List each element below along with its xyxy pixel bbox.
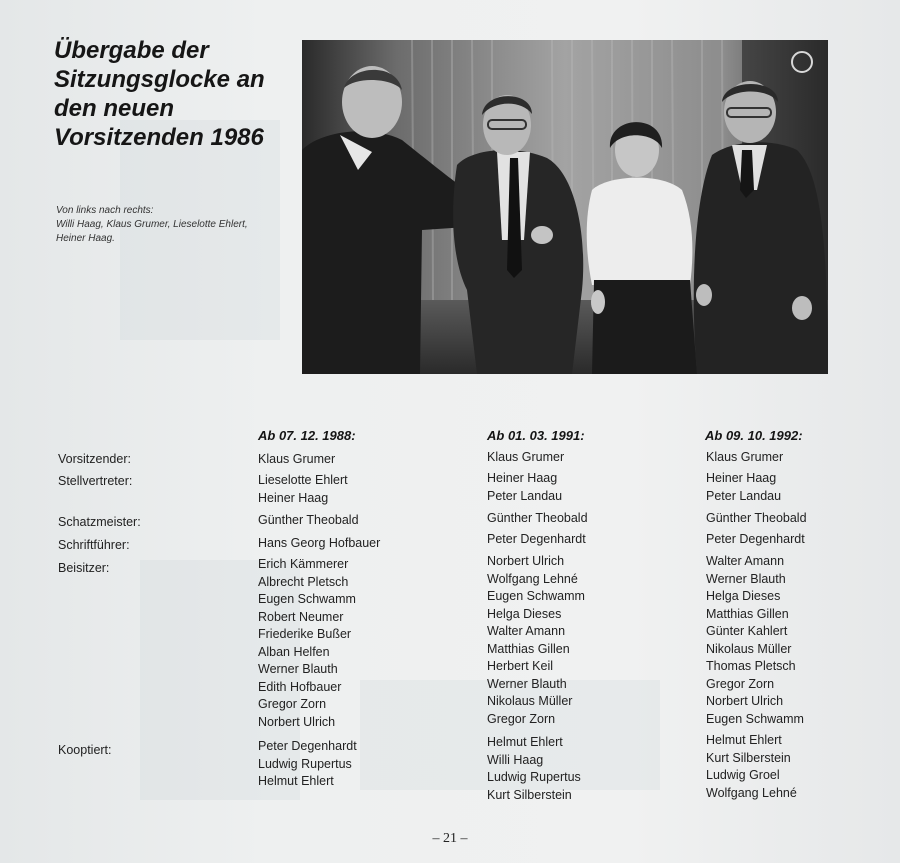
headline-line: den neuen xyxy=(54,95,175,122)
c2-schriftfuehrer xyxy=(487,531,586,549)
caption-line: Heiner Haag. xyxy=(56,233,115,244)
member-name: Friederike Bußer xyxy=(258,627,352,641)
member-name: Nikolaus Müller xyxy=(706,641,792,656)
member-name: Werner Blauth xyxy=(487,676,567,691)
member-name: Albrecht Pletsch xyxy=(258,574,349,589)
member-name: Matthias Gillen xyxy=(706,606,789,621)
headline xyxy=(54,36,294,152)
headline-line: Übergabe der xyxy=(54,37,209,64)
member-name: Peter Landau xyxy=(706,488,782,503)
group-photo xyxy=(302,40,828,374)
member-name: Alban Helfen xyxy=(258,644,330,659)
role-label: Schatzmeister: xyxy=(58,515,141,529)
c3-schriftfuehrer xyxy=(706,531,805,549)
c1-vorsitzender xyxy=(258,451,335,469)
role-label: Vorsitzender: xyxy=(58,452,131,466)
c2-kooptiert xyxy=(487,734,581,804)
c2-stellvertreter xyxy=(487,470,562,505)
member-name: Klaus Grumer xyxy=(487,450,565,464)
headline-line: Vorsitzenden 1986 xyxy=(54,124,264,151)
c3-stellvertreter xyxy=(706,470,781,505)
c3-schatzmeister xyxy=(706,510,807,528)
c3-vorsitzender xyxy=(706,449,783,467)
caption-line: Von links nach rechts: xyxy=(56,205,154,216)
member-name: Gregor Zorn xyxy=(487,711,556,726)
member-name: Eugen Schwamm xyxy=(258,592,356,606)
column-heading: Ab 07. 12. 1988: xyxy=(258,428,356,443)
member-name: Norbert Ulrich xyxy=(706,694,784,708)
headline-line: Sitzungsglocke an xyxy=(54,66,265,93)
c2-beisitzer xyxy=(487,553,585,728)
column-heading: Ab 09. 10. 1992: xyxy=(705,428,803,443)
role-label: Schriftführer: xyxy=(58,538,130,552)
member-name: Günther Theobald xyxy=(258,513,359,527)
member-name: Wolfgang Lehné xyxy=(487,571,578,586)
member-name: Eugen Schwamm xyxy=(487,589,585,603)
member-name: Peter Degenhardt xyxy=(706,532,805,546)
member-name: Ludwig Rupertus xyxy=(487,770,581,784)
member-name: Kurt Silberstein xyxy=(487,787,572,802)
member-name: Günther Theobald xyxy=(487,511,588,525)
c3-beisitzer xyxy=(706,553,804,728)
member-name: Helmut Ehlert xyxy=(258,774,334,788)
member-name: Peter Degenhardt xyxy=(258,739,357,753)
member-name: Günter Kahlert xyxy=(706,624,788,638)
member-name: Walter Amann xyxy=(487,624,566,638)
c1-kooptiert xyxy=(258,738,357,791)
member-name: Willi Haag xyxy=(487,752,544,767)
member-name: Ludwig Rupertus xyxy=(258,756,352,771)
member-name: Peter Degenhardt xyxy=(487,532,586,546)
member-name: Walter Amann xyxy=(706,554,785,568)
member-name: Helmut Ehlert xyxy=(487,735,563,749)
member-name: Helmut Ehlert xyxy=(706,733,782,747)
member-name: Peter Landau xyxy=(487,488,563,503)
member-name: Günther Theobald xyxy=(706,511,807,525)
member-name: Lieselotte Ehlert xyxy=(258,473,348,487)
member-name: Kurt Silberstein xyxy=(706,750,791,765)
member-name: Eugen Schwamm xyxy=(706,711,804,726)
c1-schriftfuehrer xyxy=(258,535,380,553)
member-name: Norbert Ulrich xyxy=(487,554,565,568)
member-name: Nikolaus Müller xyxy=(487,694,573,708)
role-label: Beisitzer: xyxy=(58,561,110,575)
member-name: Helga Dieses xyxy=(706,589,781,603)
column-heading: Ab 01. 03. 1991: xyxy=(487,428,585,443)
member-name: Klaus Grumer xyxy=(706,450,784,464)
c1-stellvertreter xyxy=(258,472,348,507)
c1-schatzmeister xyxy=(258,512,359,530)
member-name: Herbert Keil xyxy=(487,659,553,673)
member-name: Thomas Pletsch xyxy=(706,659,796,673)
role-label: Stellvertreter: xyxy=(58,474,133,488)
member-name: Hans Georg Hofbauer xyxy=(258,536,381,550)
member-name: Klaus Grumer xyxy=(258,452,336,466)
c1-beisitzer xyxy=(258,556,356,731)
member-name: Helga Dieses xyxy=(487,606,562,621)
member-name: Erich Kämmerer xyxy=(258,557,349,571)
member-name: Matthias Gillen xyxy=(487,641,570,656)
member-name: Gregor Zorn xyxy=(258,697,327,711)
member-name: Gregor Zorn xyxy=(706,676,775,691)
member-name: Werner Blauth xyxy=(258,662,338,676)
member-name: Heiner Haag xyxy=(706,471,777,485)
c3-kooptiert xyxy=(706,732,797,802)
c2-vorsitzender xyxy=(487,449,564,467)
caption-line: Willi Haag, Klaus Grumer, Lieselotte Ehlert, xyxy=(56,219,248,230)
member-name: Ludwig Groel xyxy=(706,768,780,782)
member-name: Heiner Haag xyxy=(258,490,329,505)
member-name: Heiner Haag xyxy=(487,471,558,485)
member-name: Robert Neumer xyxy=(258,609,344,624)
member-name: Wolfgang Lehné xyxy=(706,785,797,800)
member-name: Werner Blauth xyxy=(706,571,786,586)
photo-caption xyxy=(56,204,296,246)
role-label: Kooptiert: xyxy=(58,743,112,757)
c2-schatzmeister xyxy=(487,510,588,528)
page-number: – 21 – xyxy=(432,831,468,846)
member-name: Norbert Ulrich xyxy=(258,714,336,729)
member-name: Edith Hofbauer xyxy=(258,679,342,694)
